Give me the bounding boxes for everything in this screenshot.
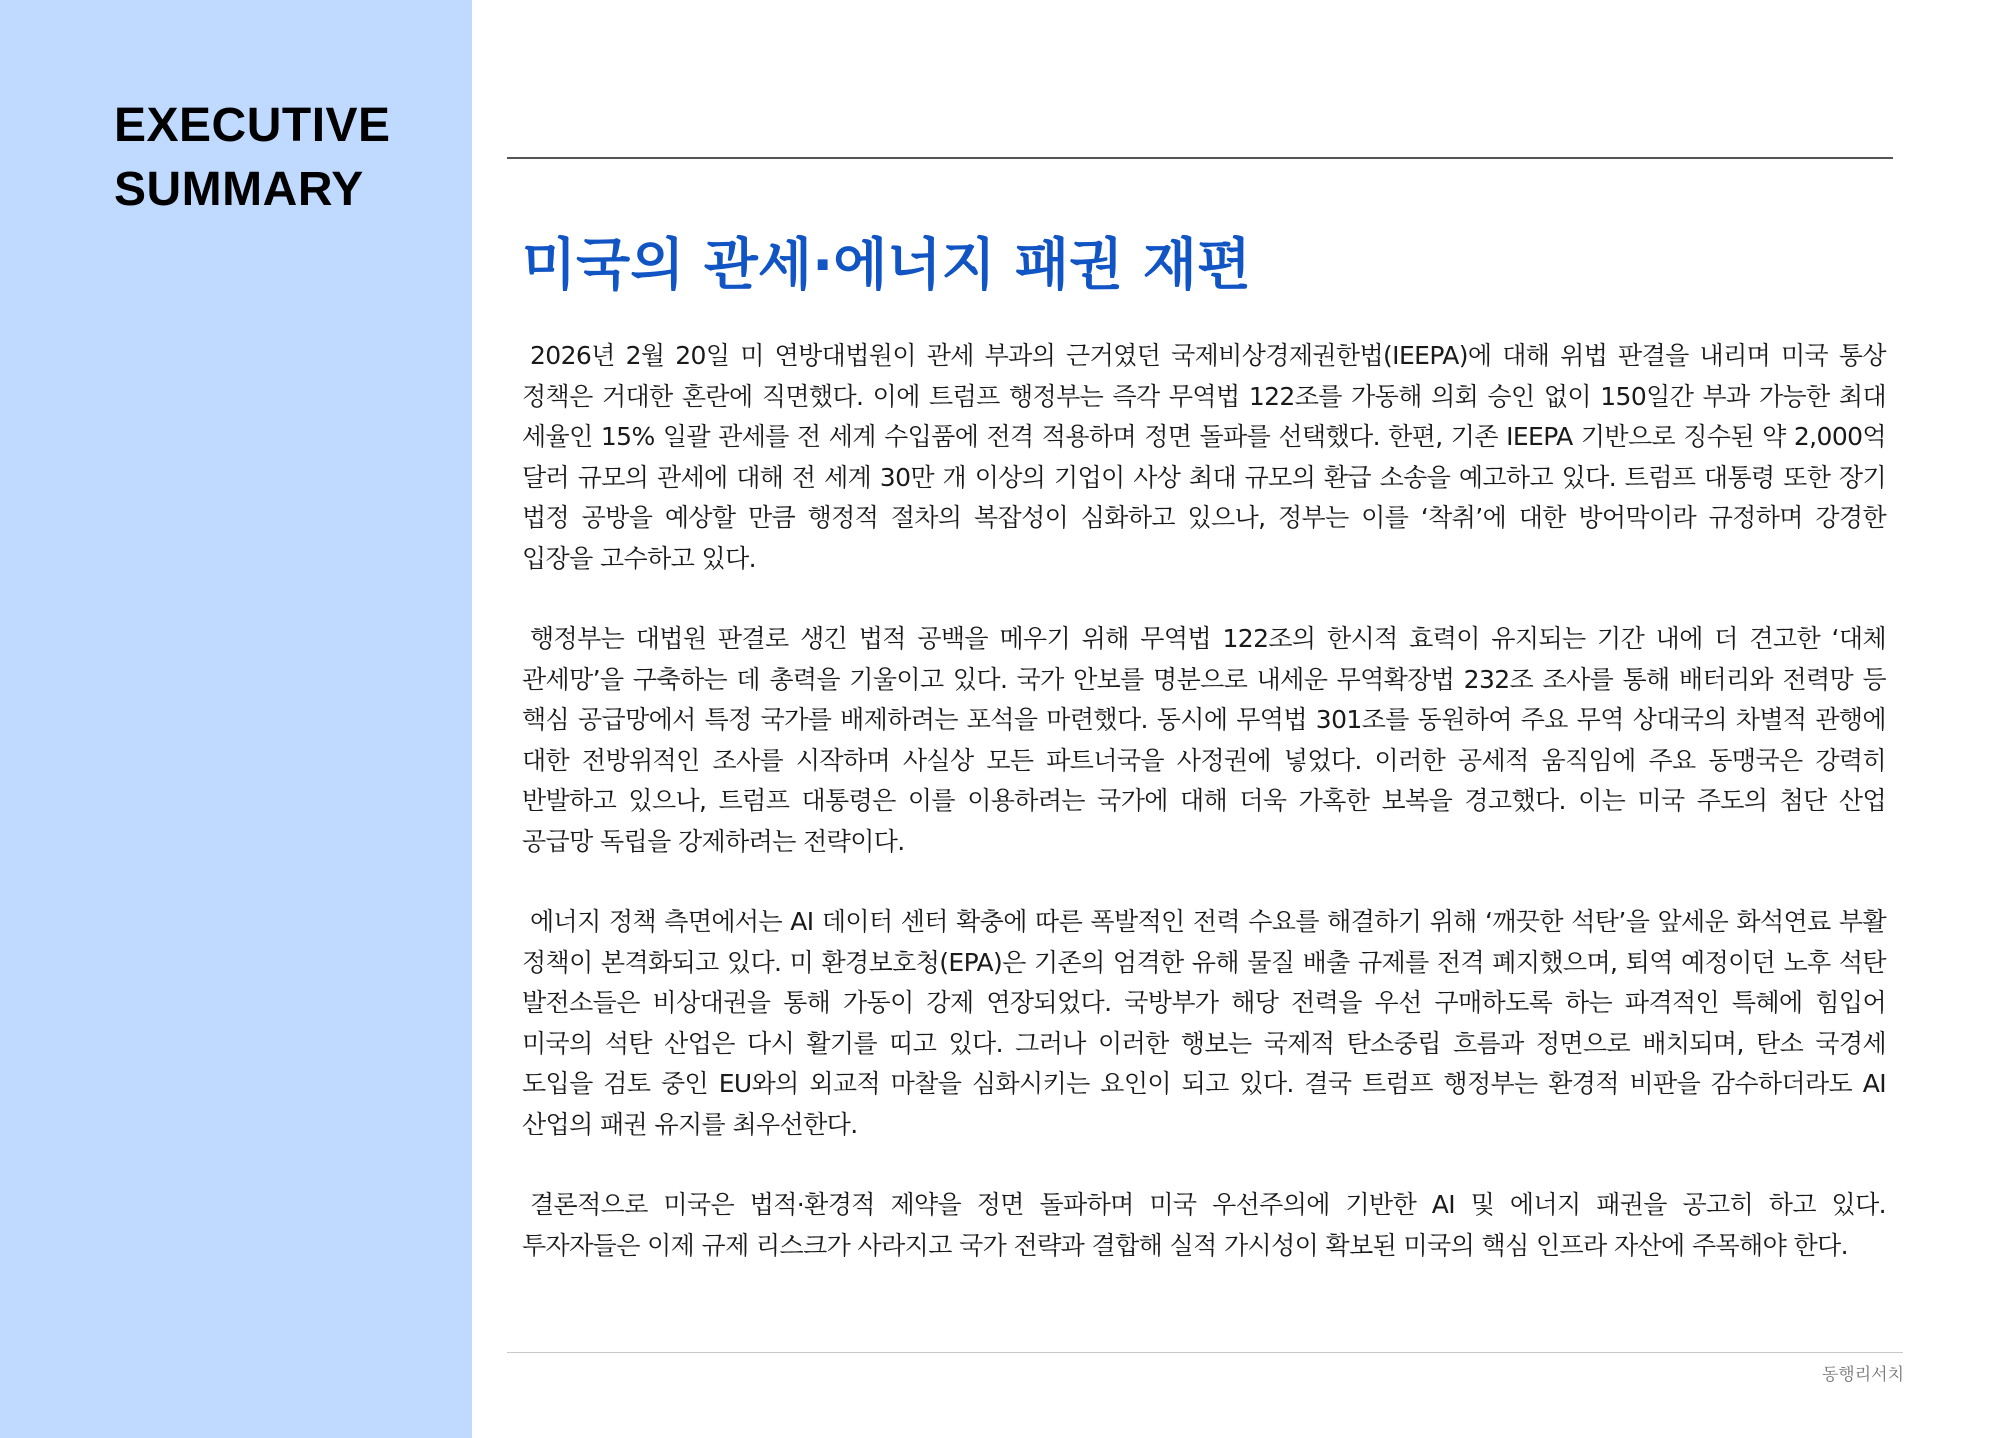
summary-body: [522, 336, 1886, 1306]
summary-paragraph-3: 에너지 정책 측면에서는 AI 데이터 센터 확충에 따른 폭발적인 전력 수요를 해결하기 위해 ‘깨끗한 석탄’을 앞세운 화석연료 부활 정책이 본격화되고 있다. 미 환경보호청(EPA)은 기존의 엄격한 유해 물질 배출 규제를 전격 폐지했으며, 퇴역 예정이던 노후 석탄 발전소들은 비상대권을 통해 가동이 강제 연장되었다. 국방부가 해당 전력을 우선 구매하도록 하는 파격적인 특혜에 힘입어 미국의 석탄 산업은 다시 활기를 띠고 있다. 그러나 이러한 행보는 국제적 탄소중립 흐름과 정면으로 배치되며, 탄소 국경세 도입을 검토 중인 EU와의 외교적 마찰을 심화시키는 요인이 되고 있다. 결국 트럼프 행정부는 환경적 비판을 감수하더라도 AI 산업의 패권 유지를 최우선한다.: [522, 907, 1886, 1139]
top-divider: [507, 157, 1893, 159]
section-title: [114, 94, 391, 222]
sidebar-panel: [0, 0, 472, 1438]
section-title-line-1: EXECUTIVE: [114, 99, 391, 152]
summary-paragraph-2: 행정부는 대법원 판결로 생긴 법적 공백을 메우기 위해 무역법 122조의 한시적 효력이 유지되는 기간 내에 더 견고한 ‘대체 관세망’을 구축하는 데 총력을 기울이고 있다. 국가 안보를 명분으로 내세운 무역확장법 232조 조사를 통해 배터리와 전력망 등 핵심 공급망에서 특정 국가를 배제하려는 포석을 마련했다. 동시에 무역법 301조를 동원하여 주요 무역 상대국의 차별적 관행에 대한 전방위적인 조사를 시작하며 사실상 모든 파트너국을 사정권에 넣었다. 이러한 공세적 움직임에 주요 동맹국은 강력히 반발하고 있으나, 트럼프 대통령은 이를 이용하려는 국가에 대해 더욱 가혹한 보복을 경고했다. 이는 미국 주도의 첨단 산업 공급망 독립을 강제하려는 전략이다.: [522, 624, 1886, 856]
summary-paragraph-4: 결론적으로 미국은 법적·환경적 제약을 정면 돌파하며 미국 우선주의에 기반한 AI 및 에너지 패권을 공고히 하고 있다. 투자자들은 이제 규제 리스크가 사라지고 국가 전략과 결합해 실적 가시성이 확보된 미국의 핵심 인프라 자산에 주목해야 한다.: [522, 1190, 1886, 1260]
summary-paragraph-1: 2026년 2월 20일 미 연방대법원이 관세 부과의 근거였던 국제비상경제권한법(IEEPA)에 대해 위법 판결을 내리며 미국 통상 정책은 거대한 혼란에 직면했다. 이에 트럼프 행정부는 즉각 무역법 122조를 가동해 의회 승인 없이 150일간 부과 가능한 최대 세율인 15% 일괄 관세를 전 세계 수입품에 전격 적용하며 정면 돌파를 선택했다. 한편, 기존 IEEPA 기반으로 징수된 약 2,000억 달러 규모의 관세에 대해 전 세계 30만 개 이상의 기업이 사상 최대 규모의 환급 소송을 예고하고 있다. 트럼프 대통령 또한 장기 법정 공방을 예상할 만큼 행정적 절차의 복잡성이 심화하고 있으나, 정부는 이를 ‘착취’에 대한 방어막이라 규정하며 강경한 입장을 고수하고 있다.: [522, 341, 1886, 573]
section-title-line-2: SUMMARY: [114, 163, 364, 216]
footer-source-label: 동행리서치: [1821, 1365, 1904, 1385]
page-headline: 미국의 관세·에너지 패권 재편: [522, 233, 1251, 298]
bottom-divider: [507, 1352, 1903, 1353]
